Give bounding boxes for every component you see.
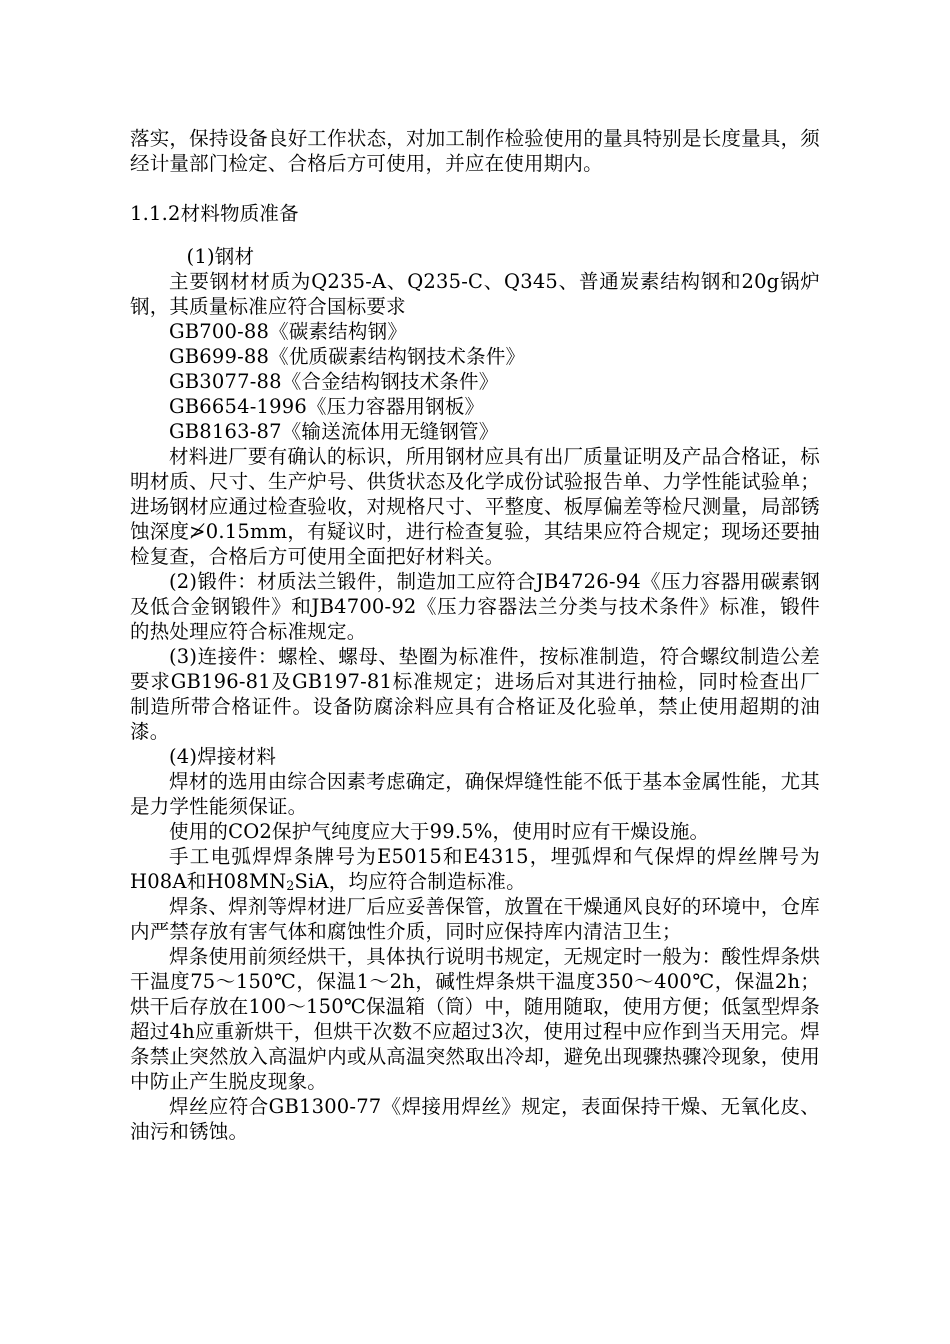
steel-paragraph-1: 主要钢材材质为Q235-A、Q235-C、Q345、普通炭素结构钢和20g锅炉钢，其质量标准应符合国标要求 (130, 270, 820, 318)
forging-paragraph: (2)锻件：材质法兰锻件，制造加工应符合JB4726-94《压力容器用碳素钢及低合金钢锻件》和JB4700-92《压力容器法兰分类与技术条件》标准，锻件的热处理应符合标准规定。 (130, 570, 820, 643)
section-heading: 1.1.2材料物质准备 (130, 202, 299, 225)
welding-paragraph-4: 焊条、焊剂等焊材进厂后应妥善保管，放置在干燥通风良好的环境中，仓库内严禁存放有害气体和腐蚀性介质，同时应保持库内清洁卫生； (130, 895, 820, 943)
welding-paragraph-3-main: 手工电弧焊焊条牌号为E5015和E4315，埋弧焊和气保焊的焊丝牌号为H08A和H08MN (130, 845, 820, 893)
welding-paragraph-6: 焊丝应符合GB1300-77《焊接用焊丝》规定，表面保持干燥、无氧化皮、油污和锈蚀。 (130, 1095, 820, 1143)
welding-paragraph-2: 使用的CO2保护气纯度应大于99.5%，使用时应有干燥设施。 (169, 820, 710, 843)
standard-item: GB699-88《优质碳素结构钢技术条件》 (169, 345, 526, 368)
subscript-two: 2 (286, 877, 295, 893)
steel-title: (1)钢材 (186, 245, 255, 268)
body-block (130, 244, 820, 1144)
standard-item: GB700-88《碳素结构钢》 (169, 320, 408, 343)
welding-paragraph-3 (130, 844, 820, 894)
standard-item: GB8163-87《输送流体用无缝钢管》 (169, 420, 499, 443)
welding-title: (4)焊接材料 (169, 745, 277, 768)
welding-paragraph-3-end: SiA，均应符合制造标准。 (294, 870, 526, 893)
steel-paragraph-2: 材料进厂要有确认的标识，所用钢材应具有出厂质量证明及产品合格证，标明材质、尺寸、生产炉号、供货状态及化学成份试验报告单、力学性能试验单；进场钢材应通过检查验收，对规格尺寸、平整度、板厚偏差等检尺测量，局部锈蚀深度≯0.15mm，有疑议时，进行检查复验，其结果应符合规定；现场还要抽检复查，合格后方可使用全面把好材料关。 (130, 445, 820, 568)
welding-paragraph-5: 焊条使用前须经烘干，具体执行说明书规定，无规定时一般为：酸性焊条烘干温度75～150℃，保温1～2h，碱性焊条烘干温度350～400℃，保温2h；烘干后存放在100～150℃保温箱（筒）中，随用随取，使用方便；低氢型焊条超过4h应重新烘干，但烘干次数不应超过3次，使用过程中应作到当天用完。焊条禁止突然放入高温炉内或从高温突然取出冷却，避免出现骤热骤冷现象，使用中防止产生脱皮现象。 (130, 945, 820, 1093)
section-heading-block (130, 201, 820, 226)
intro-paragraph: 落实，保持设备良好工作状态，对加工制作检验使用的量具特别是长度量具，须经计量部门检定、合格后方可使用，并应在使用期内。 (130, 127, 820, 175)
intro-block (130, 126, 820, 176)
fasteners-paragraph: (3)连接件：螺栓、螺母、垫圈为标准件，按标准制造，符合螺纹制造公差要求GB196-81及GB197-81标准规定；进场后对其进行抽检，同时检查出厂制造所带合格证件。设备防腐涂料应具有合格证及化验单，禁止使用超期的油漆。 (130, 645, 820, 743)
standard-item: GB3077-88《合金结构钢技术条件》 (169, 370, 499, 393)
welding-paragraph-1: 焊材的选用由综合因素考虑确定，确保焊缝性能不低于基本金属性能，尤其是力学性能须保证。 (130, 770, 820, 818)
standard-item: GB6654-1996《压力容器用钢板》 (169, 395, 485, 418)
